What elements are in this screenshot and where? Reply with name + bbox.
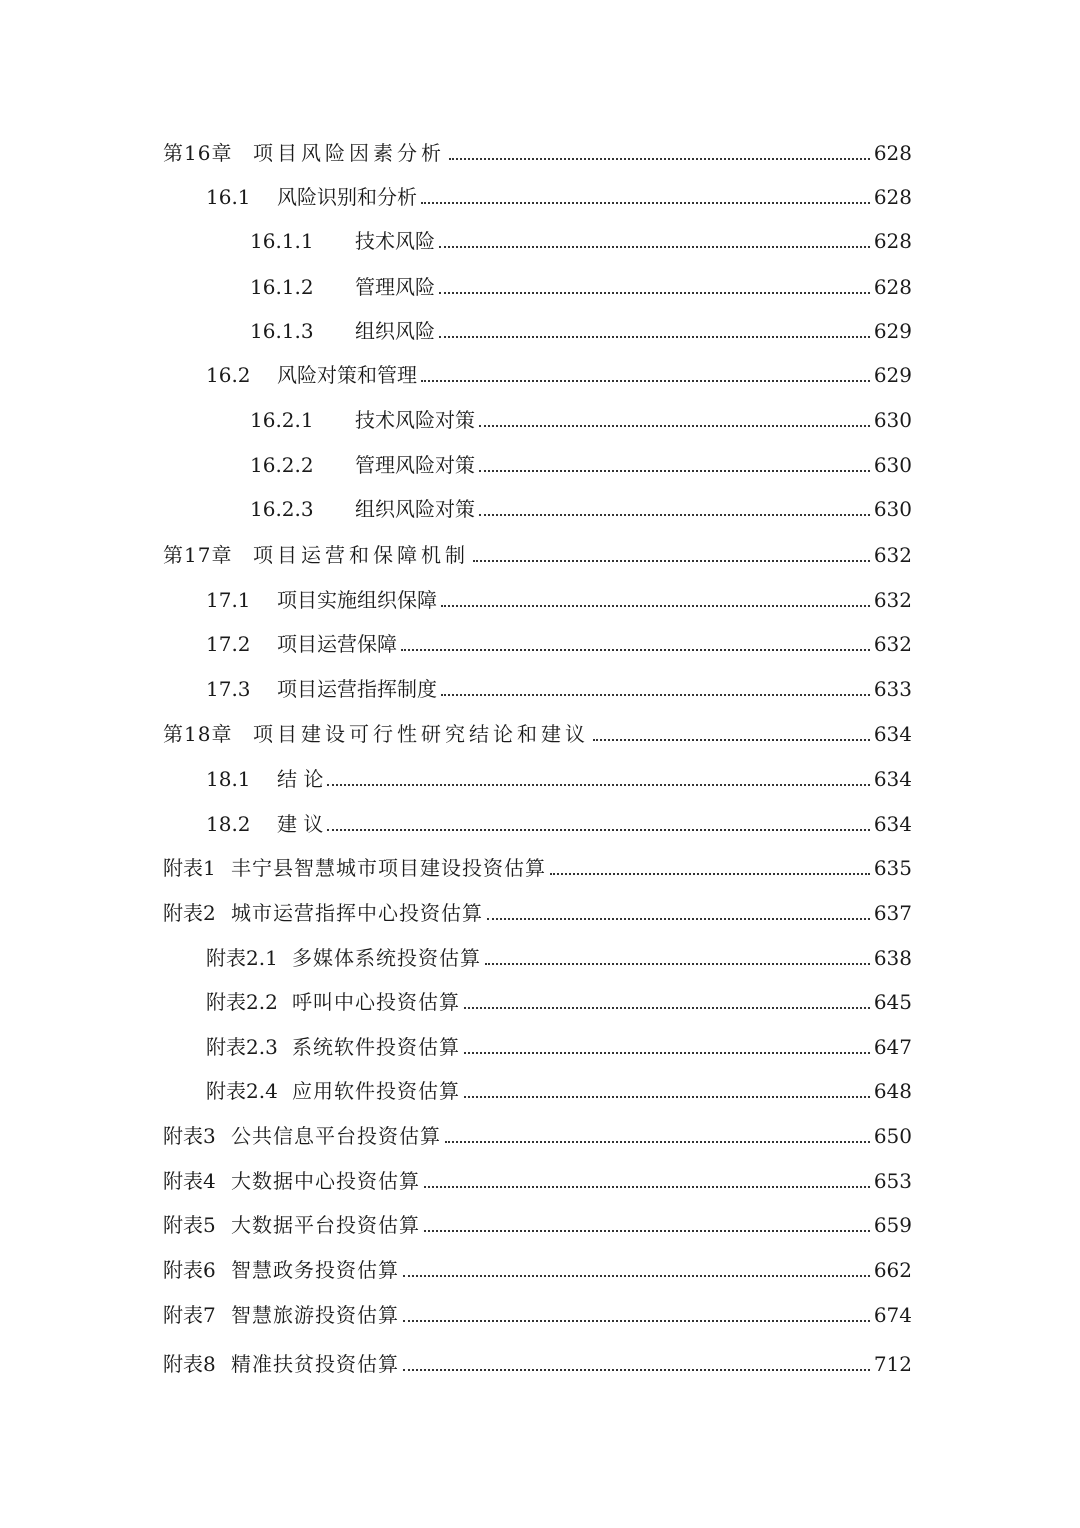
dot-leader [424, 1229, 870, 1232]
toc-entry-16-1-3[interactable] [250, 315, 912, 345]
dot-leader [403, 1319, 870, 1322]
toc-entry-16-2-2[interactable] [250, 449, 912, 479]
toc-entry-number: 附表2.2 [206, 990, 278, 1014]
dot-leader [479, 469, 870, 472]
toc-entry-page: 632 [873, 543, 912, 567]
toc-entry-title: 管理风险 [355, 275, 435, 299]
toc-entry-page: 629 [873, 363, 912, 387]
toc-entry-appendix-2-2[interactable] [206, 986, 912, 1016]
dot-leader [327, 783, 869, 786]
toc-entry-appendix-2-4[interactable] [206, 1075, 912, 1105]
dot-leader [449, 157, 870, 160]
toc-entry-page: 628 [873, 141, 912, 165]
toc-entry-page: 634 [873, 767, 912, 791]
toc-entry-number: 16.2 [206, 363, 251, 387]
toc-entry-number: 附表8 [163, 1352, 216, 1376]
toc-entry-title: 技术风险对策 [355, 408, 475, 432]
toc-entry-title: 技术风险 [355, 229, 435, 253]
toc-entry-number: 附表7 [163, 1303, 216, 1327]
toc-entry-page: 630 [873, 453, 912, 477]
toc-entry-page: 628 [873, 229, 912, 253]
toc-entry-number: 16.1.1 [250, 229, 314, 253]
toc-entry-chapter-17[interactable] [163, 539, 912, 569]
toc-entry-appendix-1[interactable] [163, 852, 912, 882]
toc-entry-number: 第16章 [163, 141, 233, 165]
toc-entry-appendix-4[interactable] [163, 1165, 912, 1195]
toc-entry-title: 风险对策和管理 [277, 363, 417, 387]
dot-leader [485, 962, 870, 965]
toc-entry-page: 712 [873, 1352, 912, 1376]
toc-entry-title: 丰宁县智慧城市项目建设投资估算 [231, 856, 546, 880]
toc-entry-appendix-6[interactable] [163, 1254, 912, 1284]
toc-entry-title: 精准扶贫投资估算 [231, 1352, 399, 1376]
toc-entry-title: 项目运营和保障机制 [253, 543, 469, 567]
toc-entry-title: 项目实施组织保障 [277, 588, 437, 612]
dot-leader [464, 1006, 870, 1009]
toc-entry-title: 智慧政务投资估算 [231, 1258, 399, 1282]
toc-entry-page: 647 [873, 1035, 912, 1059]
toc-entry-number: 16.1 [206, 185, 251, 209]
toc-entry-title: 公共信息平台投资估算 [231, 1124, 441, 1148]
toc-entry-page: 638 [873, 946, 912, 970]
dot-leader [439, 245, 870, 248]
toc-entry-number: 16.2.3 [250, 497, 314, 521]
toc-entry-number: 18.1 [206, 767, 251, 791]
toc-entry-number: 16.1.3 [250, 319, 314, 343]
toc-entry-title: 项目风险因素分析 [253, 141, 445, 165]
toc-entry-number: 17.3 [206, 677, 251, 701]
toc-entry-number: 附表2.4 [206, 1079, 278, 1103]
toc-entry-appendix-8[interactable] [163, 1348, 912, 1378]
toc-entry-page: 628 [873, 275, 912, 299]
toc-entry-number: 附表1 [163, 856, 216, 880]
dot-leader [441, 693, 870, 696]
dot-leader [464, 1051, 870, 1054]
toc-entry-number: 18.2 [206, 812, 251, 836]
toc-entry-appendix-2-1[interactable] [206, 942, 912, 972]
toc-entry-title: 组织风险对策 [355, 497, 475, 521]
toc-entry-page: 634 [873, 812, 912, 836]
toc-entry-page: 633 [873, 677, 912, 701]
toc-entry-page: 632 [873, 588, 912, 612]
toc-entry-page: 674 [873, 1303, 912, 1327]
toc-entry-17-3[interactable] [206, 673, 912, 703]
toc-entry-appendix-2[interactable] [163, 897, 912, 927]
toc-entry-title: 项目建设可行性研究结论和建议 [253, 722, 589, 746]
toc-entry-number: 附表5 [163, 1213, 216, 1237]
toc-entry-17-1[interactable] [206, 584, 912, 614]
toc-entry-16-2[interactable] [206, 359, 912, 389]
toc-entry-appendix-2-3[interactable] [206, 1031, 912, 1061]
toc-entry-appendix-5[interactable] [163, 1209, 912, 1239]
toc-entry-number: 附表3 [163, 1124, 216, 1148]
toc-entry-title: 大数据平台投资估算 [231, 1213, 420, 1237]
toc-entry-16-2-3[interactable] [250, 493, 912, 523]
dot-leader [441, 604, 870, 607]
toc-entry-title: 呼叫中心投资估算 [292, 990, 460, 1014]
toc-entry-16-1-2[interactable] [250, 271, 912, 301]
toc-entry-title: 智慧旅游投资估算 [231, 1303, 399, 1327]
dot-leader [421, 379, 870, 382]
toc-entry-chapter-16[interactable] [163, 137, 912, 167]
toc-entry-page: 630 [873, 408, 912, 432]
toc-entry-title: 建 议 [277, 812, 324, 836]
toc-entry-page: 645 [873, 990, 912, 1014]
dot-leader [445, 1140, 870, 1143]
toc-entry-number: 第18章 [163, 722, 233, 746]
toc-entry-title: 结 论 [277, 767, 324, 791]
toc-entry-chapter-18[interactable] [163, 718, 912, 748]
dot-leader [403, 1274, 870, 1277]
toc-entry-page: 637 [873, 901, 912, 925]
dot-leader [473, 559, 870, 562]
toc-entry-page: 659 [873, 1213, 912, 1237]
dot-leader [479, 424, 870, 427]
toc-entry-page: 635 [873, 856, 912, 880]
dot-leader [550, 872, 870, 875]
toc-entry-number: 附表2.3 [206, 1035, 278, 1059]
dot-leader [401, 648, 870, 651]
dot-leader [464, 1095, 870, 1098]
toc-entry-page: 628 [873, 185, 912, 209]
dot-leader [327, 828, 869, 831]
dot-leader [424, 1185, 870, 1188]
toc-entry-page: 653 [873, 1169, 912, 1193]
toc-entry-number: 16.1.2 [250, 275, 314, 299]
toc-entry-16-2-1[interactable] [250, 404, 912, 434]
toc-entry-title: 城市运营指挥中心投资估算 [231, 901, 483, 925]
toc-entry-17-2[interactable] [206, 628, 912, 658]
toc-entry-page: 648 [873, 1079, 912, 1103]
toc-entry-title: 大数据中心投资估算 [231, 1169, 420, 1193]
toc-entry-page: 634 [873, 722, 912, 746]
toc-entry-18-1[interactable] [206, 763, 912, 793]
toc-entry-number: 附表6 [163, 1258, 216, 1282]
dot-leader [593, 738, 870, 741]
toc-entry-16-1[interactable] [206, 181, 912, 211]
toc-entry-number: 附表2.1 [206, 946, 278, 970]
dot-leader [403, 1368, 870, 1371]
toc-entry-number: 第17章 [163, 543, 233, 567]
dot-leader [439, 291, 870, 294]
toc-entry-title: 组织风险 [355, 319, 435, 343]
toc-entry-title: 应用软件投资估算 [292, 1079, 460, 1103]
toc-entry-page: 629 [873, 319, 912, 343]
toc-entry-number: 17.1 [206, 588, 251, 612]
toc-entry-appendix-7[interactable] [163, 1299, 912, 1329]
toc-entry-number: 16.2.2 [250, 453, 314, 477]
toc-entry-title: 多媒体系统投资估算 [292, 946, 481, 970]
toc-entry-number: 附表4 [163, 1169, 216, 1193]
toc-entry-page: 630 [873, 497, 912, 521]
dot-leader [487, 917, 870, 920]
toc-entry-number: 17.2 [206, 632, 251, 656]
toc-entry-page: 632 [873, 632, 912, 656]
toc-entry-page: 662 [873, 1258, 912, 1282]
dot-leader [421, 201, 870, 204]
toc-entry-number: 附表2 [163, 901, 216, 925]
toc-entry-title: 管理风险对策 [355, 453, 475, 477]
toc-entry-16-1-1[interactable] [250, 225, 912, 255]
dot-leader [439, 335, 870, 338]
toc-entry-number: 16.2.1 [250, 408, 314, 432]
toc-entry-title: 风险识别和分析 [277, 185, 417, 209]
dot-leader [479, 513, 870, 516]
toc-entry-appendix-3[interactable] [163, 1120, 912, 1150]
toc-entry-title: 项目运营保障 [277, 632, 397, 656]
toc-entry-18-2[interactable] [206, 808, 912, 838]
toc-entry-title: 项目运营指挥制度 [277, 677, 437, 701]
toc-entry-title: 系统软件投资估算 [292, 1035, 460, 1059]
toc-entry-page: 650 [873, 1124, 912, 1148]
